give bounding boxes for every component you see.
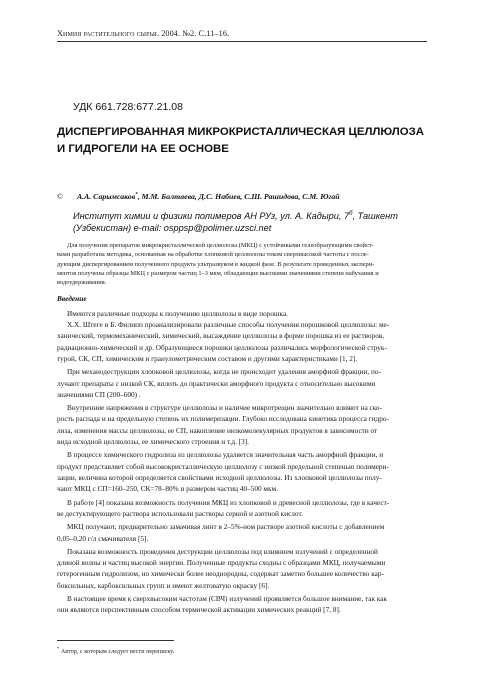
body-line: радиационно-химический и др. Образующиеся порошки целлюлозы различались морфологической струк- bbox=[57, 343, 387, 352]
affiliation-text: Институт химии и физики полимеров АН РУз, ул. А. Кадыри, 7 bbox=[73, 211, 350, 222]
footnote-text: Автор, с которым следует вести переписку. bbox=[59, 648, 175, 656]
footnote-rule bbox=[57, 640, 174, 641]
body-line: длиной волны и частиц высокой энергии. Полученные продукты сходны с образцами МКЦ, получаемыми bbox=[57, 559, 386, 568]
body-line: продукт представляет собой высококристаллическую целлюлозу с низкой предельной степенью полимери- bbox=[57, 462, 389, 471]
body-text bbox=[57, 309, 429, 617]
body-line: В процессе химического гидролиза из целлюлозы удаляется значительная часть аморфной фракции, и bbox=[67, 451, 384, 460]
body-line: значениями СП (200–600) . bbox=[57, 390, 141, 399]
body-line: При механодеструкции хлопковой целлюлозы, когда не происходит удаления аморфной фракции, по- bbox=[67, 368, 381, 377]
author-first: А.А. Сарымсаков bbox=[76, 192, 136, 201]
body-line: боксильных, карбоксильных групп и имеют желтоватую окраску [6]. bbox=[57, 581, 270, 590]
body-line: рость распада и на предельную степень их полимеризации. Глубоко исследована кинетика процесса гидро- bbox=[57, 415, 389, 424]
article-title bbox=[57, 124, 437, 158]
author-rest: , М.М. Балтаева, Д.С. Набиев, С.Ш. Рашидова, С.М. Югай bbox=[137, 192, 340, 201]
body-line: В работе [4] показана возможность получения МКЦ из хлопковой и древесной целлюлозы, где в качест- bbox=[67, 498, 390, 507]
abstract-line: вами разработана методика, основанная на обработке хлопковой целлюлозы током сверхвысокой частоты с после- bbox=[57, 251, 369, 259]
body-line: они являются перспективным способом термической активации химических реакций [7, 8]. bbox=[57, 606, 341, 615]
affiliation-line bbox=[73, 208, 433, 222]
abstract bbox=[57, 241, 428, 287]
copyright-symbol: © bbox=[57, 192, 63, 201]
body-line: чают МКЦ с СП=160–250, СК=78–80% и размером частиц 40–500 мкм. bbox=[57, 484, 278, 493]
body-line: Имеются различные подходы к получению целлюлозы в виде порошка. bbox=[67, 310, 288, 318]
body-line: Показана возможность проведения деструкции целлюлозы под влиянием излучений с определенной bbox=[67, 548, 378, 557]
title-line: ДИСПЕРГИРОВАННАЯ МИКРОКРИСТАЛЛИЧЕСКАЯ ЦЕЛЛЮЛОЗА bbox=[57, 126, 424, 138]
body-line: В настоящее время к сверхвысоким частотам (СВЧ) излучений проявляется большое внимание, так как bbox=[67, 595, 387, 604]
abstract-line: водоудерживания. bbox=[57, 279, 107, 287]
abstract-line: Для получения препаратов микрокристаллической целлюлозы (МКЦ) с устойчивыми гелеобразующими свойст- bbox=[67, 242, 374, 249]
section-heading: Введение bbox=[57, 294, 87, 303]
body-line: ве дестуктирующего раствора использовали растворы серной и азотной кислот. bbox=[57, 509, 303, 518]
affiliation-text: , Ташкент bbox=[352, 211, 398, 222]
body-line: вида исходной целлюлозы, ее химического строения и т.д. [3]. bbox=[57, 437, 249, 446]
body-line: гетерогенным гидролизом, но химически более неоднородны, содержат заметно большее количество кар- bbox=[57, 570, 384, 579]
author-list bbox=[57, 192, 457, 201]
header-rule bbox=[57, 41, 427, 42]
footnote-mark: * bbox=[57, 646, 60, 651]
body-line: зации, величина которой определяется свойствами исходной целлюлозы. Из хлопковой целлюлозы полу- bbox=[57, 473, 382, 482]
body-line: Х.Х. Штеге и Б. Филипп проанализировали различные способы получения порошковой целлюлозы: ме- bbox=[67, 321, 390, 330]
body-line: лиза, изменения массы целлюлозы, ее СП, накопление низкомолекулярных продуктов в зависимости от bbox=[57, 426, 378, 435]
body-line: ханический, термомеханический, химический, высаждение целлюлозы в форме порошка из ее растворов, bbox=[57, 332, 385, 341]
affiliation bbox=[73, 208, 433, 234]
body-line: 0,05–0,20 г/л смачивателя [5]. bbox=[57, 534, 149, 543]
affiliation-sup: б bbox=[349, 211, 353, 217]
body-line: турой, СК, СП, химическим и гранулометрическим составом и другими характеристиками [1, 2]. bbox=[57, 354, 358, 363]
running-head: Химия растительного сырья. 2004. №2. С.11–16. bbox=[57, 29, 230, 38]
abstract-line: дующим диспергированием полученного продукта ультразвуком в жидкой фазе. В результате проведенных экспери- bbox=[57, 260, 375, 268]
body-line: Внутренние напряжения в структуре целлюлозы и наличие микротрещин значительно влияют на ско- bbox=[67, 404, 382, 413]
udc-code: УДК 661.728:677.21.08 bbox=[73, 101, 183, 113]
body-line: лучают препараты с низкой СК, вплоть до практически аморфного продукта с относительно высокими bbox=[57, 379, 376, 388]
title-line: И ГИДРОГЕЛИ НА ЕЕ ОСНОВЕ bbox=[57, 143, 229, 155]
affiliation-line: (Узбекистан) e-mail: osppsp@polimer.uzsci.net bbox=[73, 223, 272, 234]
corresponding-author-mark: * bbox=[135, 192, 138, 198]
footnote bbox=[57, 646, 174, 655]
abstract-line: ментов получены образцы МКЦ с размером частиц 1–3 мкм, обладающие высокими значениями степени набухания и bbox=[57, 269, 379, 277]
body-line: МКЦ получают, предварительно замачивая линт в 2–5%-ном растворе азотной кислоты с добавлением bbox=[67, 523, 385, 532]
